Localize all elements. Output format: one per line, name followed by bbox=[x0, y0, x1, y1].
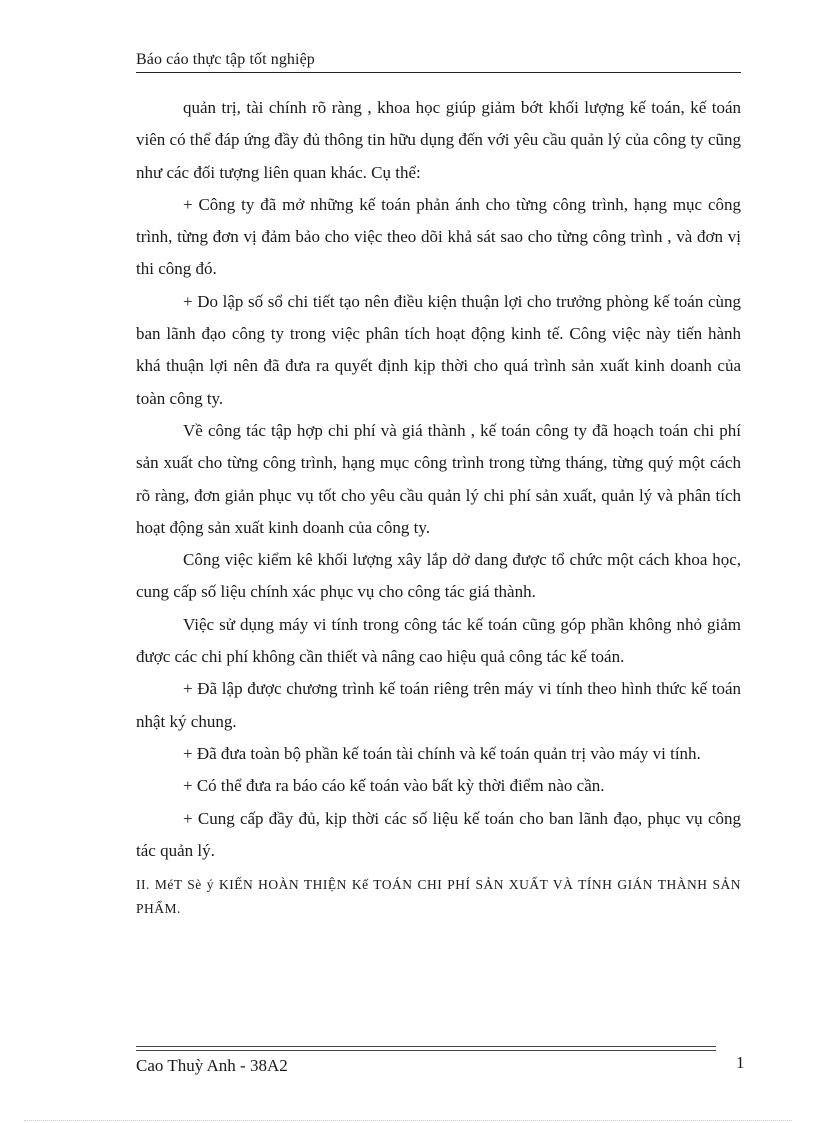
paragraph-bullet-4: + Đã đưa toàn bộ phần kế toán tài chính và kế toán quản trị vào máy vi tính. bbox=[183, 743, 701, 763]
footer-author: Cao Thuỳ Anh - 38A2 bbox=[136, 1056, 288, 1075]
paragraph-continuation: quản trị, tài chính rõ ràng , khoa học giúp giảm bớt khối lượng kế toán, kế toán viên có thể đáp ứng đầy đủ thông tin hữu dụng đến với yêu cầu quản lý của công ty cũng như các đối tượng liên quan khác. Cụ thể: bbox=[136, 98, 741, 182]
header-title: Báo cáo thực tập tốt nghiệp bbox=[136, 51, 315, 68]
footer-divider bbox=[136, 1046, 716, 1051]
paragraph-cost-accounting: Về công tác tập hợp chi phí và giá thành , kế toán công ty đã hoạch toán chi phí sản xuất cho từng công trình, hạng mục công trình trong từng tháng, từng quý một cách rõ ràng, đơn giản phục vụ tốt cho yêu cầu quản lý chi phí sản xuất, quản lý và phân tích hoạt động sản xuất kinh doanh của công ty. bbox=[136, 420, 741, 537]
paragraph-bullet-3: + Đã lập được chương trình kế toán riêng trên máy vi tính theo hình thức kế toán nhật ký chung. bbox=[136, 679, 741, 731]
paragraph-bullet-6: + Cung cấp đầy đủ, kịp thời các số liệu kế toán cho ban lãnh đạo, phục vụ công tác quản lý. bbox=[136, 808, 741, 860]
section-heading: II. MéT Sè ý KIẾN HOÀN THIỆN Kế TOÁN CHI PHÍ SẢN XUẤT VÀ TÍNH GIÁN THÀNH SẢN PHẨM. bbox=[136, 877, 741, 917]
paragraph-bullet-5: + Có thể đưa ra báo cáo kế toán vào bất kỳ thời điểm nào cần. bbox=[183, 776, 605, 796]
page-header bbox=[136, 48, 741, 73]
paragraph-inventory: Công việc kiểm kê khối lượng xây lắp dở dang được tổ chức một cách khoa học, cung cấp số liệu chính xác phục vụ cho công tác giá thành. bbox=[136, 550, 741, 602]
paragraph-computer-use: Việc sử dụng máy vi tính trong công tác kế toán cũng góp phần không nhỏ giảm được các chi phí không cần thiết và nâng cao hiệu quả công tác kế toán. bbox=[136, 614, 741, 667]
page-number: 1 bbox=[736, 1053, 745, 1072]
paragraph-bullet-2: + Do lập số sổ chi tiết tạo nên điều kiện thuận lợi cho trưởng phòng kế toán cùng ban lãnh đạo công ty trong việc phân tích hoạt động kinh tế. Công việc này tiến hành khá thuận lợi nên đã đưa ra quyết định kịp thời cho quá trình sản xuất kinh doanh của toàn công ty. bbox=[136, 291, 741, 408]
document-body bbox=[136, 92, 741, 921]
page-edge-divider bbox=[24, 1120, 792, 1121]
paragraph-bullet-1: + Công ty đã mở những kế toán phản ánh cho từng công trình, hạng mục công trình, từng đơn vị đảm bảo cho việc theo dõi khả sát sao cho từng công trình , và đơn vị thi công đó. bbox=[136, 194, 741, 279]
